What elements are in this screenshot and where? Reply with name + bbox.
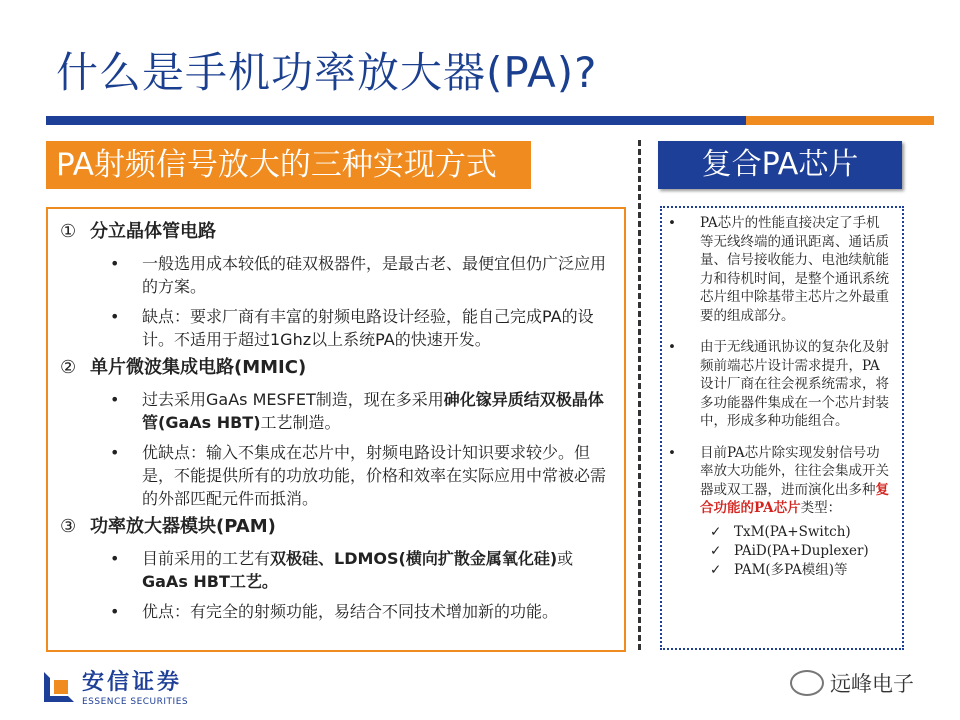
checkmark-icon: ✓ xyxy=(710,523,722,540)
bullet-item xyxy=(668,214,892,325)
bullet-icon: • xyxy=(668,444,676,461)
watermark xyxy=(790,668,914,698)
left-section-header: PA射频信号放大的三种实现方式 xyxy=(46,141,531,189)
title-underline-orange xyxy=(746,116,934,125)
bullet-emphasis: 砷化镓异质结双极晶体管(GaAs HBT) xyxy=(142,390,604,432)
bullet-text-part: 过去采用GaAs MESFET制造，现在多采用 xyxy=(142,390,444,409)
bullet-icon: • xyxy=(110,254,120,273)
bullet-emphasis: GaAs HBT工艺。 xyxy=(142,572,278,591)
section-title: 功率放大器模块(PAM) xyxy=(90,516,276,537)
bullet-icon: • xyxy=(668,339,676,355)
bullet-icon: • xyxy=(110,390,120,409)
bullet-text: 由于无线通讯协议的复杂化及射频前端芯片设计需求提升，PA设计厂商在往会视系统需求，将多功能器件集成在一个芯片封装中，形成多种功能组合。 xyxy=(700,339,889,429)
checkmark-icon: ✓ xyxy=(710,561,722,578)
bullet-text-part: 或 xyxy=(557,549,574,568)
section-title: 分立晶体管电路 xyxy=(90,221,216,242)
check-item xyxy=(710,523,892,542)
check-text: PAM(多PA模组)等 xyxy=(734,561,848,578)
column-divider xyxy=(638,140,641,650)
right-section-header: 复合PA芯片 xyxy=(658,141,902,189)
bullet-text xyxy=(700,444,892,518)
page-title: 什么是手机功率放大器(PA)? xyxy=(56,48,598,97)
left-content-box xyxy=(46,207,626,652)
bullet-item xyxy=(110,600,612,623)
section-number: ① xyxy=(60,221,77,242)
bullet-text-part: 目前PA芯片除实现发射信号功率放大功能外，往往会集成开关器或双工器，进而演化出多种 xyxy=(700,444,889,498)
check-text: PAiD(PA+Duplexer) xyxy=(734,542,869,559)
bullet-item xyxy=(668,444,892,518)
check-list xyxy=(668,523,892,580)
bullet-emphasis-red: 复合功能的PA芯片 xyxy=(700,481,889,516)
bullet-item xyxy=(110,547,612,593)
check-text: TxM(PA+Switch) xyxy=(734,523,851,540)
bullet-item xyxy=(110,252,612,298)
section-number: ② xyxy=(60,357,77,378)
section-heading-2 xyxy=(60,355,612,381)
bullet-text-part: 类型： xyxy=(800,500,842,516)
bullet-text xyxy=(142,388,612,434)
bullet-text: 缺点：要求厂商有丰富的射频电路设计经验，能自己完成PA的设计。不适用于超过1Ghz以上系统PA的快速开发。 xyxy=(142,307,594,349)
section-heading-3 xyxy=(60,514,612,540)
logo-mark-icon xyxy=(44,672,74,702)
bullet-text: 优缺点：输入不集成在芯片中，射频电路设计知识要求较少。但是，不能提供所有的功放功能，价格和效率在实际应用中常被必需的外部匹配元件而抵消。 xyxy=(142,443,607,508)
section-number: ③ xyxy=(60,516,77,537)
logo-name-en: ESSENCE SECURITIES xyxy=(82,697,189,707)
bullet-text: 一般选用成本较低的硅双极器件，是最古老、最便宜但仍广泛应用的方案。 xyxy=(142,254,607,296)
check-item xyxy=(710,542,892,561)
bullet-item xyxy=(110,388,612,434)
bullet-icon: • xyxy=(110,549,120,568)
wechat-icon xyxy=(790,670,824,696)
bullet-text xyxy=(142,547,612,593)
title-underline-blue xyxy=(46,116,746,125)
bullet-icon: • xyxy=(668,215,676,231)
company-logo xyxy=(44,670,188,708)
bullet-text-part: 目前采用的工艺有 xyxy=(142,549,271,568)
check-item xyxy=(710,561,892,580)
right-content-box xyxy=(660,206,904,650)
bullet-icon: • xyxy=(110,602,120,621)
bullet-text: PA芯片的性能直接决定了手机等无线终端的通讯距离、通话质量、信号接收能力、电池续航能力和待机时间，是整个通讯系统芯片组中除基带主芯片之外最重要的组成部分。 xyxy=(700,215,889,324)
bullet-text: 优点：有完全的射频功能，易结合不同技术增加新的功能。 xyxy=(142,602,559,621)
logo-name-cn: 安信证券 xyxy=(82,670,183,695)
checkmark-icon: ✓ xyxy=(710,542,722,559)
section-title: 单片微波集成电路(MMIC) xyxy=(90,357,307,378)
bullet-emphasis: 双极硅、LDMOS(横向扩散金属氧化硅) xyxy=(270,549,558,568)
bullet-item xyxy=(110,441,612,510)
bullet-item xyxy=(668,338,892,431)
bullet-item xyxy=(110,305,612,351)
section-heading-1 xyxy=(60,219,612,245)
bullet-text-part: 工艺制造。 xyxy=(260,413,341,432)
watermark-text: 远峰电子 xyxy=(830,672,914,696)
bullet-icon: • xyxy=(110,307,120,326)
bullet-icon: • xyxy=(110,443,120,462)
